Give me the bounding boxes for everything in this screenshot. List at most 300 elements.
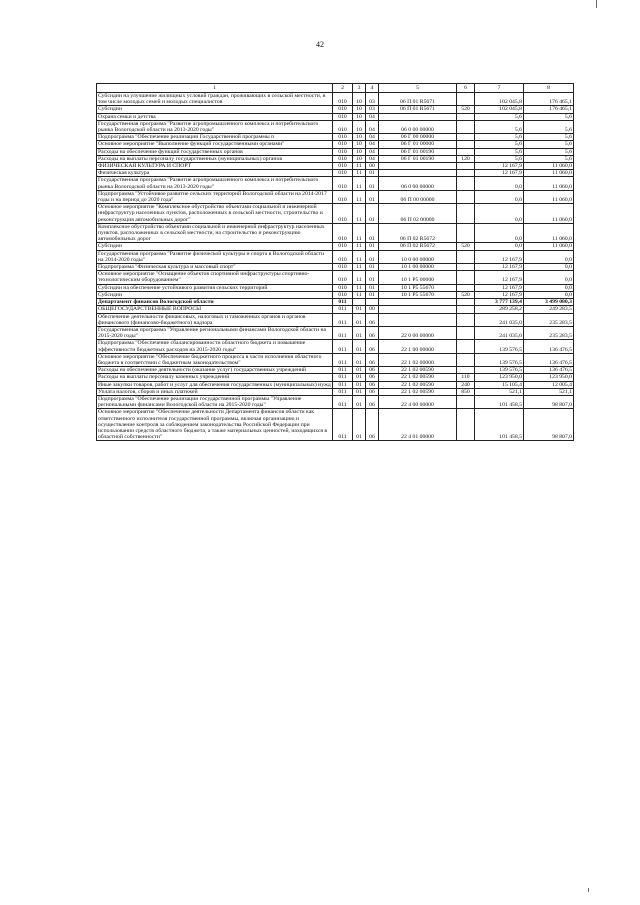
budget-table (96, 83, 574, 441)
row-value-cell: 11 (353, 250, 366, 263)
row-value-cell: 010 (333, 250, 353, 263)
row-value-cell: 520 (457, 106, 475, 113)
table-row (97, 155, 574, 162)
row-value-cell: 11 (353, 177, 366, 190)
row-value-cell: 011 (333, 374, 353, 381)
row-name-cell: Подпрограмма "Обеспечение сбалансированности областного бюджета и повышение эффективности бюджетных расходов на 2015-2020 годы" (97, 340, 333, 353)
row-value-cell (457, 134, 475, 141)
row-value-cell: 22 4 00 00000 (379, 395, 457, 408)
row-value-cell: 01 (366, 271, 379, 284)
row-value-cell: 98 807,0 (524, 409, 574, 441)
row-name-cell: Иные закупки товаров, работ и услуг для обеспечения государственных (муниципальных) нужд (98, 381, 331, 388)
column-header: 7 (475, 84, 524, 93)
row-name-cell: Государственная программа "Управление региональными финансами Вологодской области на 2015-2020 годы" (97, 326, 333, 339)
row-value-cell: 010 (333, 120, 353, 133)
table-header-row (97, 84, 574, 93)
row-value-cell: 0,0 (475, 243, 524, 250)
row-value-cell: 10 1 00 00000 (379, 264, 457, 271)
row-value-cell: 10 (353, 106, 366, 113)
row-value-cell (353, 299, 366, 306)
row-value-cell: 11 060,0 (524, 190, 574, 203)
row-value-cell: 22 1 02 00590 (379, 388, 457, 395)
row-value-cell: 01 (353, 395, 366, 408)
row-value-cell: 06 (366, 395, 379, 408)
row-value-cell: 521,1 (475, 388, 524, 395)
row-value-cell: 10 (353, 148, 366, 155)
row-name-cell: Государственная программа "Развитие агропромышленного комплекса и потребительского рынка Вологодской области на 2013-2020 годы" (97, 120, 333, 133)
row-value-cell: 10 (353, 141, 366, 148)
row-name-cell: Субсидии на обеспечение устойчивого развития сельских территорий (97, 284, 333, 291)
row-value-cell (457, 409, 475, 441)
row-value-cell: 5,6 (524, 134, 574, 141)
row-value-cell: 010 (333, 177, 353, 190)
row-value-cell: 136 476,5 (524, 367, 574, 374)
row-name-cell: Подпрограмма "Обеспечение реализации Государственной программы п (97, 134, 333, 141)
row-value-cell: 101 458,5 (475, 395, 524, 408)
row-value-cell: 12 167,9 (475, 271, 524, 284)
table-row (97, 177, 574, 190)
row-name-cell: Основное мероприятие "Комплексное обустройство объектами социальной и инженерной инфраструктур населенных пунктов, расположенных в сельской местности, строительство и реконструкция автомобильных дорог" (97, 204, 333, 224)
row-value-cell (457, 326, 475, 339)
row-value-cell: 11 (353, 271, 366, 284)
row-value-cell: 06 П 01 R5671 (379, 106, 457, 113)
table-row (97, 340, 574, 353)
row-value-cell: 5,6 (475, 141, 524, 148)
row-value-cell: 010 (333, 148, 353, 155)
row-value-cell: 010 (333, 106, 353, 113)
row-name-cell: Охрана семьи и детства (97, 113, 333, 120)
row-value-cell: 0,0 (475, 177, 524, 190)
row-value-cell: 22 4 01 00000 (379, 409, 457, 441)
row-value-cell: 0,0 (524, 264, 574, 271)
row-value-cell: 0,0 (524, 271, 574, 284)
row-value-cell: 12 167,9 (475, 264, 524, 271)
row-value-cell: 11 (353, 204, 366, 224)
row-value-cell: 01 (366, 264, 379, 271)
row-value-cell: 01 (353, 326, 366, 339)
row-value-cell: 010 (333, 271, 353, 284)
row-value-cell: 06 (366, 388, 379, 395)
row-value-cell: 01 (366, 250, 379, 263)
row-value-cell: 12 167,9 (475, 291, 524, 298)
table-row (97, 163, 574, 170)
table-row (97, 93, 574, 106)
row-name-cell: Субсидии (97, 291, 333, 298)
row-value-cell: 12 167,9 (475, 284, 524, 291)
row-value-cell (457, 264, 475, 271)
table-row (97, 409, 574, 441)
row-value-cell: 176 465,1 (524, 93, 574, 106)
row-value-cell (457, 306, 475, 313)
row-value-cell (457, 223, 475, 243)
row-value-cell: 06 Г 01 00190 (379, 148, 457, 155)
table-row (97, 223, 574, 243)
column-header: 4 (366, 84, 379, 93)
table-row (97, 388, 574, 395)
table-row (97, 367, 574, 374)
row-value-cell: 0,0 (524, 291, 574, 298)
column-header: 1 (97, 84, 333, 93)
row-value-cell: 01 (353, 409, 366, 441)
row-name-cell: Обеспечение деятельности финансовых, налоговых и таможенных органов и органов финансового (финансово-бюджетного) надзора (97, 313, 333, 326)
row-name-cell: Государственная программа "Развитие агропромышленного комплекса и потребительского рынка Вологодской области на 2013-2020 годы" (97, 177, 333, 190)
row-value-cell: 010 (333, 264, 353, 271)
row-value-cell: 11 (353, 163, 366, 170)
row-value-cell: 010 (333, 155, 353, 162)
row-value-cell: 06 (366, 374, 379, 381)
row-value-cell: 06 (366, 340, 379, 353)
row-name-cell: Уплата налогов, сборов и иных платежей (97, 388, 333, 395)
row-value-cell: 235 283,5 (524, 313, 574, 326)
row-value-cell: 04 (366, 134, 379, 141)
row-value-cell: 06 (366, 367, 379, 374)
table-row (97, 374, 574, 381)
row-value-cell: 241 035,0 (475, 313, 524, 326)
row-value-cell: 11 (353, 284, 366, 291)
table-row (97, 395, 574, 408)
table-row (97, 264, 574, 271)
row-value-cell: 011 (333, 353, 353, 366)
row-value-cell (457, 204, 475, 224)
row-name-cell: Основное мероприятие "Выполнение функций государственными органами" (97, 141, 333, 148)
row-value-cell: 06 П 02 R5672 (379, 223, 457, 243)
table-row (97, 204, 574, 224)
row-value-cell (379, 313, 457, 326)
row-value-cell: 010 (333, 223, 353, 243)
row-value-cell: 10 1 P5 55670 (379, 291, 457, 298)
row-value-cell: 06 0 00 00000 (379, 177, 457, 190)
table-row (97, 306, 574, 313)
row-value-cell: 011 (333, 367, 353, 374)
row-value-cell (366, 299, 379, 306)
table-row (97, 243, 574, 250)
row-value-cell: 5,6 (475, 120, 524, 133)
row-name-cell: Департамент финансов Вологодской области (97, 299, 333, 306)
table-row (97, 353, 574, 366)
row-value-cell: 235 283,5 (524, 326, 574, 339)
table-row (97, 113, 574, 120)
column-header: 8 (524, 84, 574, 93)
row-value-cell: 0,0 (475, 223, 524, 243)
row-value-cell: 5,6 (524, 148, 574, 155)
row-value-cell: 01 (353, 313, 366, 326)
page-number: 42 (316, 40, 324, 49)
row-value-cell: 11 060,0 (524, 170, 574, 177)
row-value-cell: 5,6 (475, 113, 524, 120)
row-value-cell: 12 167,9 (475, 163, 524, 170)
scan-mark-top (596, 0, 597, 8)
row-value-cell: 22 1 00 00000 (379, 340, 457, 353)
row-value-cell: 06 Г 01 00190 (379, 155, 457, 162)
row-value-cell (457, 284, 475, 291)
row-value-cell (457, 353, 475, 366)
row-value-cell: 01 (366, 284, 379, 291)
row-value-cell: 010 (333, 163, 353, 170)
row-value-cell: 520 (457, 291, 475, 298)
row-value-cell: 06 (366, 353, 379, 366)
row-value-cell (457, 141, 475, 148)
row-value-cell: 12 005,4 (524, 381, 574, 388)
row-value-cell: 11 (353, 190, 366, 203)
row-name-cell: ОБЩЕГОСУДАРСТВЕННЫЕ ВОПРОСЫ (97, 306, 333, 313)
row-value-cell: 011 (333, 409, 353, 441)
row-value-cell: 521,1 (524, 388, 574, 395)
row-name-cell: Расходы на выплаты персоналу государственных (муниципальных) органов (97, 155, 333, 162)
row-value-cell: 06 Г 01 00000 (379, 141, 457, 148)
row-value-cell: 176 465,1 (524, 106, 574, 113)
row-name-cell: Комплексное обустройство объектами социальной и инженерной инфраструктур населенных пунктов, расположенных в сельской местности, на строительство и реконструкцию автомобильных дорог (97, 223, 333, 243)
row-value-cell: 011 (333, 313, 353, 326)
row-value-cell: 11 (353, 223, 366, 243)
row-value-cell: 22 1 02 00590 (379, 381, 457, 388)
column-header: 5 (379, 84, 457, 93)
row-name-cell: Подпрограмма "Физическая культура и массовый спорт" (97, 264, 333, 271)
row-value-cell: 123 950,0 (475, 374, 524, 381)
row-value-cell: 110 (457, 374, 475, 381)
row-value-cell: 10 (353, 93, 366, 106)
row-value-cell: 10 0 00 00000 (379, 250, 457, 263)
row-value-cell (379, 170, 457, 177)
column-header: 2 (333, 84, 353, 93)
row-value-cell: 01 (353, 388, 366, 395)
row-value-cell: 011 (333, 306, 353, 313)
row-value-cell (457, 367, 475, 374)
row-value-cell: 01 (366, 243, 379, 250)
row-value-cell (379, 163, 457, 170)
row-value-cell: 10 (353, 120, 366, 133)
row-value-cell: 04 (366, 113, 379, 120)
table-row (97, 299, 574, 306)
table-row (97, 313, 574, 326)
table-row (97, 291, 574, 298)
row-value-cell: 10 1 P5 55670 (379, 284, 457, 291)
row-value-cell: 011 (333, 326, 353, 339)
row-value-cell (457, 148, 475, 155)
row-value-cell: 139 576,5 (475, 353, 524, 366)
row-value-cell: 01 (353, 353, 366, 366)
row-value-cell: 010 (333, 141, 353, 148)
row-value-cell: 123 950,0 (524, 374, 574, 381)
table-row (97, 190, 574, 203)
row-value-cell: 01 (353, 381, 366, 388)
row-value-cell: 01 (366, 223, 379, 243)
row-value-cell (457, 313, 475, 326)
row-name-cell: Подпрограмма "Устойчивое развитие сельских территорий Вологодской области на 2014-2017 годы и на период до 2020 года" (97, 190, 333, 203)
table-row (97, 250, 574, 263)
row-value-cell: 010 (333, 204, 353, 224)
row-value-cell: 3 499 080,3 (524, 299, 574, 306)
row-value-cell: 22 1 02 00590 (379, 367, 457, 374)
row-value-cell: 0,0 (475, 204, 524, 224)
row-value-cell: 11 (353, 264, 366, 271)
row-value-cell: 010 (333, 243, 353, 250)
row-value-cell: 10 1 P5 00000 (379, 271, 457, 284)
row-value-cell: 03 (366, 93, 379, 106)
table-row (97, 148, 574, 155)
row-name-cell: Субсидии (97, 243, 333, 250)
table-row (97, 106, 574, 113)
row-value-cell: 06 (366, 409, 379, 441)
scan-mark-bottom (588, 888, 589, 892)
row-value-cell: 120 (457, 155, 475, 162)
row-name-cell: Государственная программа "Развитие физической культуры и спорта в Вологодской области на 2014-2020 годы" (97, 250, 333, 263)
row-value-cell: 11 (353, 170, 366, 177)
row-value-cell: 98 807,0 (524, 395, 574, 408)
row-value-cell: 11 060,0 (524, 204, 574, 224)
row-value-cell (457, 190, 475, 203)
row-value-cell: 010 (333, 134, 353, 141)
row-value-cell: 04 (366, 155, 379, 162)
row-value-cell: 011 (333, 388, 353, 395)
row-value-cell: 06 П 02 00000 (379, 204, 457, 224)
row-value-cell: 011 (333, 381, 353, 388)
row-value-cell (457, 340, 475, 353)
table-row (97, 381, 574, 388)
row-value-cell: 22 1 02 00000 (379, 353, 457, 366)
row-value-cell: 139 576,5 (475, 367, 524, 374)
row-value-cell (457, 250, 475, 263)
row-name-cell: Основное мероприятие "Оснащение объектов спортивной инфраструктуры спортивно-технологическим оборудованием" (97, 271, 333, 284)
row-value-cell: 00 (366, 306, 379, 313)
row-value-cell (457, 299, 475, 306)
row-value-cell: 249 283,5 (524, 306, 574, 313)
row-value-cell: 01 (353, 340, 366, 353)
row-name-cell: Расходы на обеспечение функций государственных органов (97, 148, 333, 155)
row-value-cell: 011 (333, 395, 353, 408)
row-value-cell: 04 (366, 120, 379, 133)
row-value-cell: 06 П 02 R5672 (379, 243, 457, 250)
row-value-cell: 11 060,0 (524, 163, 574, 170)
row-value-cell (457, 395, 475, 408)
row-name-cell: Основное мероприятие "Обеспечение бюджетного процесса в части исполнения областного бюджета в соответствии с бюджетным законодательством" (97, 353, 333, 366)
row-value-cell: 11 060,0 (524, 177, 574, 190)
table-row (97, 134, 574, 141)
row-value-cell: 010 (333, 93, 353, 106)
row-value-cell: 010 (333, 284, 353, 291)
row-value-cell (457, 163, 475, 170)
row-value-cell: 240 (457, 381, 475, 388)
row-value-cell: 0,0 (524, 284, 574, 291)
row-value-cell (379, 113, 457, 120)
row-value-cell: 10 (353, 155, 366, 162)
row-value-cell: 289 258,2 (475, 306, 524, 313)
row-value-cell: 0,0 (524, 250, 574, 263)
row-value-cell: 01 (353, 367, 366, 374)
column-header: 3 (353, 84, 366, 93)
row-value-cell: 011 (333, 340, 353, 353)
row-value-cell: 010 (333, 291, 353, 298)
row-value-cell: 5,6 (524, 155, 574, 162)
column-header: 6 (457, 84, 475, 93)
row-value-cell: 102 045,8 (475, 93, 524, 106)
row-value-cell: 01 (353, 374, 366, 381)
row-value-cell: 01 (366, 177, 379, 190)
row-value-cell: 06 (366, 326, 379, 339)
row-value-cell (457, 93, 475, 106)
row-value-cell: 5,6 (475, 155, 524, 162)
row-value-cell: 241 035,0 (475, 326, 524, 339)
row-value-cell: 12 167,9 (475, 170, 524, 177)
row-value-cell: 850 (457, 388, 475, 395)
row-value-cell: 0,0 (475, 190, 524, 203)
row-name-cell: Физическая культура (97, 170, 333, 177)
row-value-cell: 11 (353, 291, 366, 298)
row-value-cell: 01 (353, 306, 366, 313)
row-value-cell: 10 (353, 113, 366, 120)
row-name-cell: Расходы на выплаты персоналу казенных учреждений (97, 374, 333, 381)
row-name-cell: ФИЗИЧЕСКАЯ КУЛЬТУРА И СПОРТ (97, 163, 333, 170)
row-value-cell: 00 (366, 163, 379, 170)
row-value-cell: 04 (366, 148, 379, 155)
row-value-cell: 22 0 00 00000 (379, 326, 457, 339)
row-value-cell (379, 306, 457, 313)
row-value-cell: 12 167,9 (475, 250, 524, 263)
row-value-cell: 10 (353, 134, 366, 141)
row-value-cell: 04 (366, 141, 379, 148)
row-value-cell: 01 (366, 170, 379, 177)
row-value-cell: 520 (457, 243, 475, 250)
row-value-cell: 06 П 01 R5671 (379, 93, 457, 106)
row-value-cell: 139 576,5 (475, 340, 524, 353)
row-value-cell: 011 (333, 299, 353, 306)
row-value-cell: 06 0 00 00000 (379, 120, 457, 133)
row-value-cell (457, 177, 475, 190)
row-value-cell: 5,6 (475, 134, 524, 141)
row-value-cell: 5,6 (524, 113, 574, 120)
row-value-cell: 06 Г 00 00000 (379, 134, 457, 141)
row-name-cell: Подпрограмма "Обеспечение реализации государственной программы "Управление региональными финансами Вологодской области на 2015-2020 годы" (97, 395, 333, 408)
row-value-cell: 22 1 02 00590 (379, 374, 457, 381)
table-row (97, 141, 574, 148)
row-name-cell: Расходы на обеспечение деятельности (оказание услуг) государственных учреждений (97, 367, 333, 374)
row-value-cell (457, 113, 475, 120)
row-value-cell: 136 476,5 (524, 353, 574, 366)
row-value-cell: 5,6 (524, 141, 574, 148)
row-value-cell: 11 (353, 243, 366, 250)
row-value-cell (379, 299, 457, 306)
table-row (97, 170, 574, 177)
row-value-cell (457, 170, 475, 177)
row-value-cell: 06 (366, 381, 379, 388)
row-value-cell: 010 (333, 170, 353, 177)
row-value-cell: 03 (366, 106, 379, 113)
row-value-cell: 15 105,4 (475, 381, 524, 388)
row-value-cell: 06 (366, 313, 379, 326)
table-row (97, 326, 574, 339)
row-value-cell: 11 060,0 (524, 243, 574, 250)
row-name-cell: Субсидии на улучшение жилищных условий граждан, проживающих в сельской местности, в том числе молодых семей и молодых специалистов (97, 93, 333, 106)
row-value-cell: 5,6 (524, 120, 574, 133)
row-value-cell: 136 476,5 (524, 340, 574, 353)
row-value-cell: 101 458,5 (475, 409, 524, 441)
row-value-cell: 010 (333, 113, 353, 120)
row-name-cell: Субсидии (97, 106, 333, 113)
row-value-cell: 06 П 00 00000 (379, 190, 457, 203)
row-value-cell: 11 060,0 (524, 223, 574, 243)
row-value-cell (457, 120, 475, 133)
table-row (97, 120, 574, 133)
row-value-cell (457, 271, 475, 284)
table-row (97, 284, 574, 291)
row-value-cell: 01 (366, 291, 379, 298)
row-value-cell: 5,6 (475, 148, 524, 155)
table-row (97, 271, 574, 284)
row-name-cell: Основное мероприятие "Обеспечение деятельности Департамента финансов области как ответственного исполнителя государственной программы, включая организацию и осуществление контроля за соблюдением законодательства Российской Федерации при использовании средств областного бюджета, а также материальных ценностей, находящихся в областной собственности" (97, 409, 333, 441)
row-value-cell: 01 (366, 204, 379, 224)
row-value-cell: 01 (366, 190, 379, 203)
row-value-cell: 010 (333, 190, 353, 203)
row-value-cell: 3 777 139,4 (475, 299, 524, 306)
